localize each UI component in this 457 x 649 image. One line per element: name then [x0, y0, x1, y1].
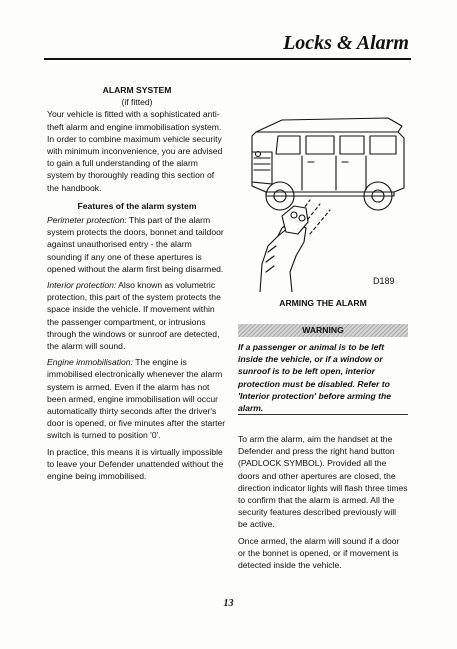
- interior-lead: Interior protection:: [47, 280, 117, 291]
- arming-heading: ARMING THE ALARM: [279, 298, 367, 308]
- intro-paragraph: Your vehicle is fitted with a sophisticated anti-theft alarm and engine immobilisation system. In order to combine maximum vehicle security with minimum inconvenience, you are advised to gain a full understanding of the alarm system by thoroughly reading this section of the handbook.: [47, 109, 223, 193]
- once-armed-paragraph: Once armed, the alarm will sound if a door or the bonnet is opened, or if movement is detected inside the vehicle.: [238, 535, 400, 571]
- perimeter-lead: Perimeter protection:: [47, 215, 127, 226]
- right-column-body: [238, 433, 408, 575]
- header-rule: [44, 58, 411, 60]
- engine-paragraph: [47, 356, 227, 441]
- perimeter-paragraph: [47, 214, 227, 275]
- perimeter-text: This part of the alarm system protects the doors, bonnet and taildoor against unauthorised entry - the alarm sounding if any one of these apertures is opened without the alarm first being disarmed.: [47, 215, 224, 274]
- engine-text: The engine is immobilised electronically whenever the alarm system is armed. Even if the alarm has not been armed, engine immobilisation will occur automatically thirty seconds after the driver's door is opened, or five minutes after the starter switch is turned to position '0'.: [47, 357, 226, 441]
- arm-paragraph: To arm the alarm, aim the handset at the Defender and press the right hand button (PADLOCK SYMBOL). Provided all the doors and other apertures are closed, the direction indicator lights will flash three times to confirm that the alarm is armed. All the security features described previously will be active.: [238, 434, 408, 530]
- interior-paragraph: [47, 279, 227, 352]
- left-column: [47, 84, 227, 486]
- vehicle-handset-illustration: [238, 96, 410, 292]
- interior-text: Also known as volumetric protection, this part of the system protects the space inside the vehicle. If movement within the passenger compartment, or intrusions through the windows or sunroof are detected, the alarm will sound.: [47, 280, 221, 352]
- features-heading: Features of the alarm system: [77, 200, 197, 211]
- page-number: 13: [223, 598, 234, 609]
- page-header-title: Locks & Alarm: [283, 32, 409, 54]
- warning-rule: [238, 414, 408, 415]
- alarm-system-heading: ALARM SYSTEM: [102, 85, 172, 95]
- warning-text: If a passenger or animal is to be left inside the vehicle, or if a window or sunroof is to be left open, interior protection must be disabled. Refer to 'Interior protection' before arming the alarm.: [238, 342, 392, 414]
- engine-lead: Engine immobilisation:: [47, 357, 133, 368]
- illustration-code: D189: [373, 276, 395, 286]
- alarm-system-subheading: (if fitted): [121, 97, 153, 108]
- practice-paragraph: In practice, this means it is virtually impossible to leave your Defender unattended without the engine being immobilised.: [47, 446, 224, 482]
- warning-banner: WARNING: [238, 324, 408, 337]
